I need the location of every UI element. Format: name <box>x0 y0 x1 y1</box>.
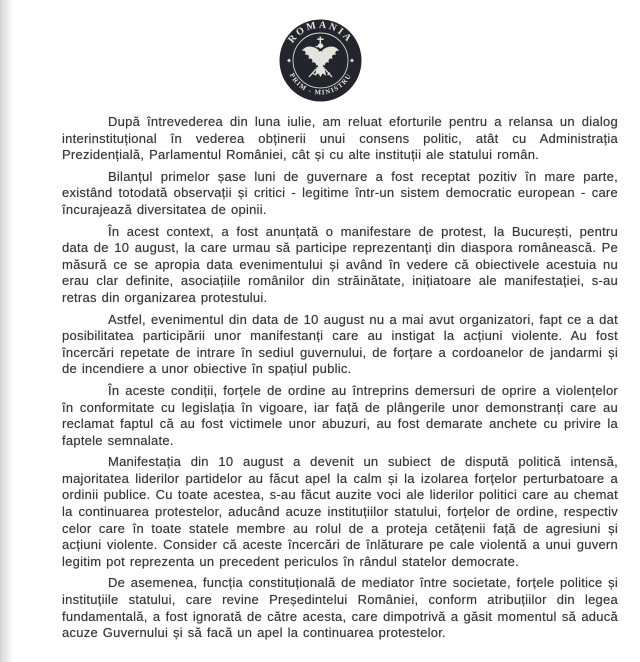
paragraph-eveniment-fara-organizatori: Astfel, evenimentul din data de 10 august nu a mai avut organizatori, fapt ce a dat posibilitatea participării unor manifestanți care au instigat la acțiuni violente. Au fost încercări repetate de intrare în sediul guvernului, de forțare a cordoanelor de jandarmi și de incendiere a unor obiective în spațiul public. <box>62 311 618 377</box>
letter-body <box>62 114 618 647</box>
paragraph-manifestare-anuntata: În acest context, a fost anunțată o manifestare de protest, la București, pentru data de 10 august, la care urmau să participe reprezentanți din diaspora românească. Pe măsură ce se apropia data evenimentului și având în vedere că obiectivele acestuia nu erau clar definite, asociațiile românilor din străinătate, inițiatoare ale manifestației, s-au retras din organizarea protestului. <box>62 223 618 305</box>
seal-country-label: ROMANIA <box>286 19 355 46</box>
paragraph-dialog-relansat: După întrevederea din luna iulie, am reluat eforturile pentru a relansa un dialog interinstituțional în vederea obținerii unui consens politic, atât cu Administrația Prezidențială, Parlamentul României, cât și cu alte instituții ale statului român. <box>62 114 618 163</box>
page-left-scan-shadow <box>0 0 14 662</box>
romanian-coat-of-arms-icon <box>279 19 362 102</box>
paragraph-functia-de-mediator: De asemenea, funcția constituțională de mediator între societate, forțele politice și instituțiile statului, care revine Președintelui României, conform atribuțiilor din legea fundamentală, a fost ignorată de către acesta, care dimpotrivă a găsit momentul să aducă acuze Guvernului și să facă un apel la continuarea protestelor. <box>62 575 618 641</box>
paragraph-disputa-politica: Manifestația din 10 august a devenit un subiect de dispută politică intensă, majoritatea liderilor partidelor au făcut apel la calm și la izolarea forțelor perturbatoare a ordinii publice. Cu toate acestea, s-au făcut auzite voci ale liderilor politici care au chemat la continuarea protestelor, aducând acuze instituțiilor statului, forțelor de ordine, respectiv celor care în toate statele membre au rolul de a proteja cetățenii față de agresiuni și acțiuni violente. Consider că aceste încercări de înlăturare pe cale violentă a unui guvern legitim pot reprezenta un precedent periculos în rândul statelor democrate. <box>62 454 618 569</box>
seal-office-label: PRIM - MINISTRU <box>287 72 354 97</box>
paragraph-bilant-guvernare: Bilanțul primelor șase luni de guvernare a fost receptat pozitiv în mare parte, existând totodată observații și critici - legitime într-un sistem democratic european - care încurajează diversitatea de opinii. <box>62 168 618 217</box>
prime-minister-seal <box>279 19 362 102</box>
paragraph-forte-de-ordine: În aceste condiții, forțele de ordine au întreprins demersuri de oprire a violențelor în conformitate cu legislația în vigoare, iar față de plângerile unor demonstranți care au reclamat faptul că au fost victimele unor abuzuri, au fost demarate anchete cu privire la faptele semnalate. <box>62 382 618 448</box>
